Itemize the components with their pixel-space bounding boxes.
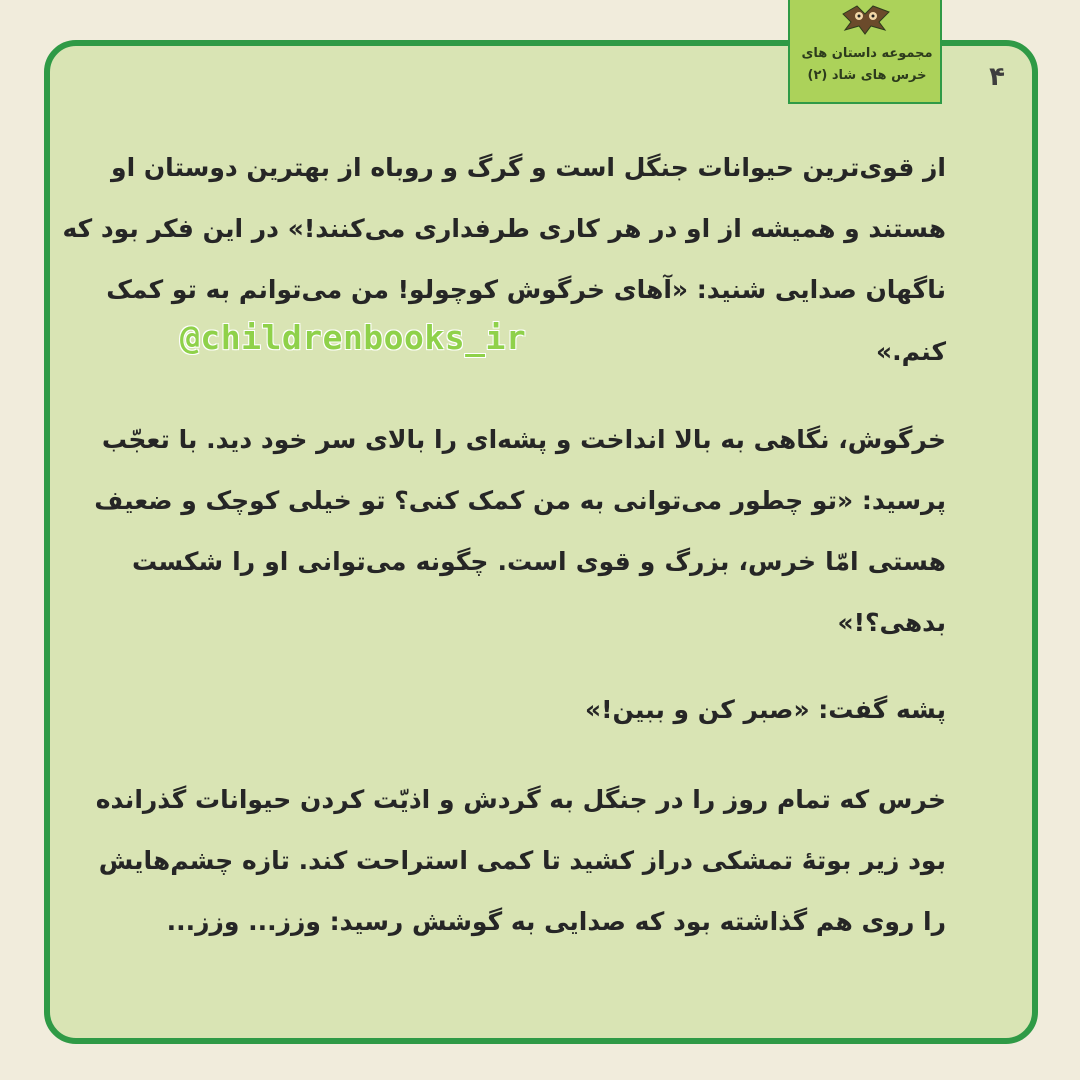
paragraph-2-line-2: پرسید: «تو چطور می‌توانی به من کمک کنی؟ تو خیلی کوچک و ضعیف: [94, 486, 946, 515]
paragraph-2-line-1: خرگوش، نگاهی به بالا انداخت و پشه‌ای را بالای سر خود دید. با تعجّب: [101, 425, 946, 454]
series-label: [788, 0, 942, 104]
paragraph-4-line-2: بود زیر بوتهٔ تمشکی دراز کشید تا کمی استراحت کند. تازه چشم‌هایش: [98, 846, 946, 875]
paragraph-2-line-4: بدهی؟!»: [837, 608, 946, 637]
series-title-line1: مجموعه داستان های: [801, 46, 933, 61]
paragraph-1-line-2: هستند و همیشه از او در هر کاری طرفداری می‌کنند!» در این فکر بود که: [62, 214, 946, 243]
paragraph-1-line-4: کنم.»: [876, 337, 946, 366]
bears-logo-icon: [835, 0, 899, 40]
paragraph-2-line-3: هستی امّا خرس، بزرگ و قوی است. چگونه می‌توانی او را شکست: [132, 547, 946, 576]
page-number: ۴: [989, 62, 1005, 92]
paragraph-1-line-3: ناگهان صدایی شنید: «آهای خرگوش کوچولو! من می‌توانم به تو کمک: [106, 275, 946, 304]
paragraph-1-line-1: از قوی‌ترین حیوانات جنگل است و گرگ و روباه از بهترین دوستان او: [111, 153, 946, 182]
paragraph-3-line-1: پشه گفت: «صبر کن و ببین!»: [585, 695, 946, 724]
paragraph-4-line-3: را روی هم گذاشته بود که صدایی به گوشش رسید: وزز... وزز...: [166, 907, 946, 936]
watermark-handle: @childrenbooks_ir: [180, 318, 527, 357]
paragraph-4-line-1: خرس که تمام روز را در جنگل به گردش و اذیّت کردن حیوانات گذرانده: [95, 785, 946, 814]
page-frame: [44, 40, 1038, 1044]
series-title-line2: خرس های شاد (۲): [807, 68, 927, 83]
